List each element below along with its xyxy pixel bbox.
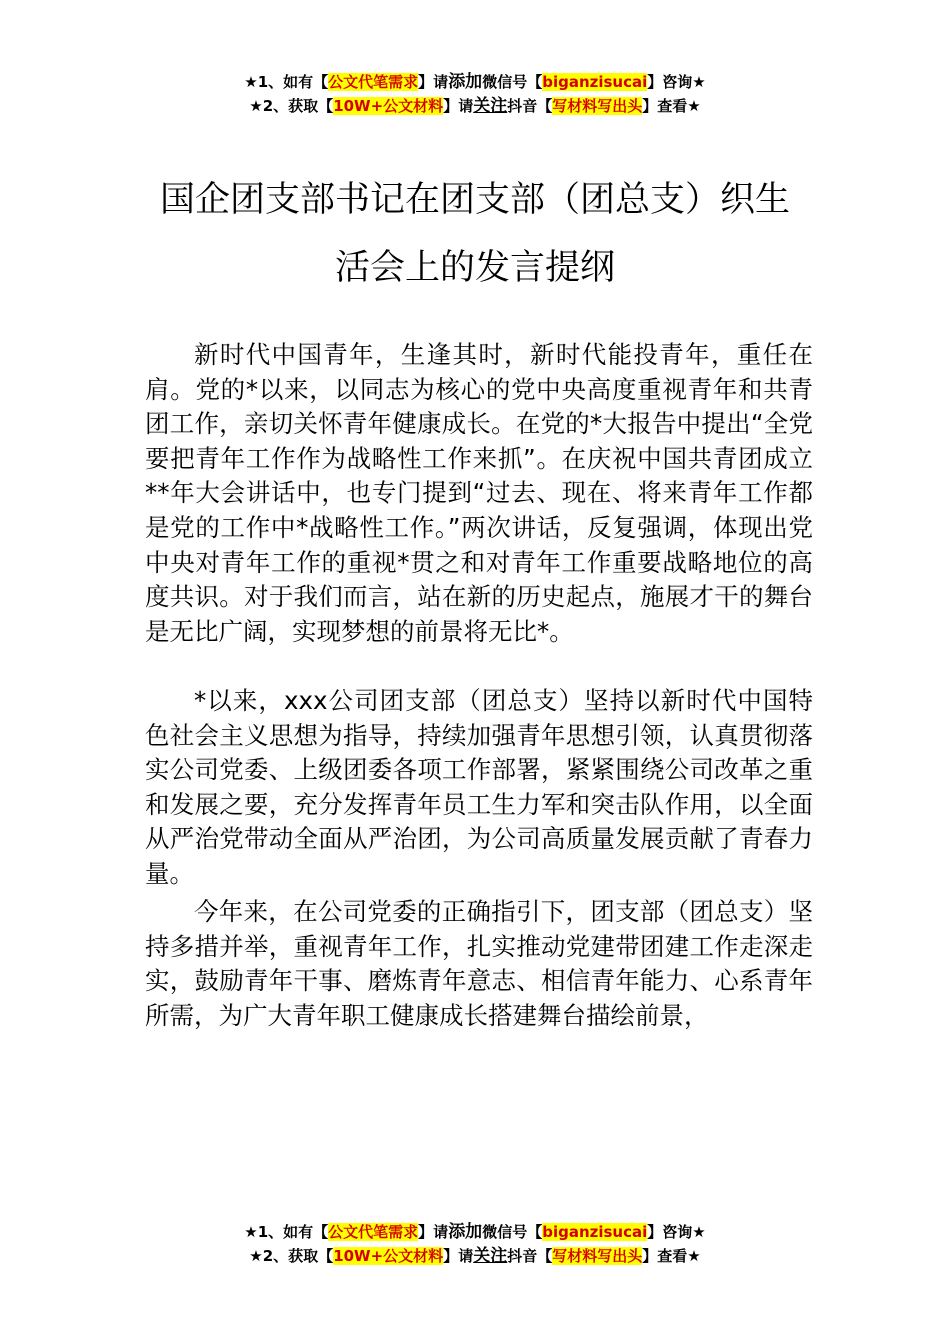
footer-banner: [0, 1220, 950, 1268]
document-title-line-1: 国企团支部书记在团支部（团总支）织生: [159, 180, 790, 220]
banner-text: 抖音【: [507, 97, 553, 115]
banner-text: ★2、获取【: [249, 97, 334, 115]
banner-text: 】咨询★: [647, 1223, 706, 1241]
banner-text: 】查看★: [642, 97, 701, 115]
banner-emphasis: 关注: [473, 96, 508, 116]
banner-highlight-douyin: 写材料写出头: [552, 97, 643, 115]
banner-highlight: 10W+公文材料: [333, 97, 444, 115]
body-paragraph: *以来，xxx公司团支部（团总支）坚持以新时代中国特色社会主义思想为指导，持续加强青年思想引领，认真贯彻落实公司党委、上级团委各项工作部署，紧紧围绕公司改革之重和发展之要，充分发挥青年员工生力军和突击队作用，以全面从严治党带动全面从严治团，为公司高质量发展贡献了青春力量。: [145, 686, 813, 888]
banner-text: 】请: [418, 73, 449, 91]
banner-text: 】查看★: [642, 1247, 701, 1265]
banner-highlight: 公文代笔需求: [328, 1223, 419, 1241]
banner-text: ★1、如有【: [244, 73, 329, 91]
banner-text: 】请: [443, 97, 474, 115]
banner-text: 】咨询★: [647, 73, 706, 91]
banner-highlight: 10W+公文材料: [333, 1247, 444, 1265]
document-title-line-2: 活会上的发言提纲: [334, 248, 615, 288]
banner-text: ★2、获取【: [249, 1247, 334, 1265]
banner-text: 】请: [418, 1223, 449, 1241]
banner-highlight-douyin: 写材料写出头: [552, 1247, 643, 1265]
body-paragraph: 新时代中国青年，生逢其时，新时代能投青年，重任在肩。党的*以来，以同志为核心的党中央高度重视青年和共青团工作，亲切关怀青年健康成长。在党的*大报告中提出“全党要把青年工作作为战略性工作来抓”。在庆祝中国共青团成立**年大会讲话中，也专门提到“过去、现在、将来青年工作都是党的工作中*战略性工作。”两次讲话，反复强调，体现出党中央对青年工作的重视*贯之和对青年工作重要战略地位的高度共识。对于我们而言，站在新的历史起点，施展才干的舞台是无比广阔，实现梦想的前景将无比*。: [145, 340, 813, 646]
banner-emphasis: 添加: [448, 72, 483, 92]
banner-text: 抖音【: [507, 1247, 553, 1265]
banner-line-2: [0, 1244, 950, 1268]
banner-highlight-wechat: biganzisucai: [542, 1223, 648, 1241]
banner-line-1: [0, 1220, 950, 1244]
header-banner: [0, 70, 950, 118]
banner-text: 微信号【: [482, 1223, 543, 1241]
banner-highlight: 公文代笔需求: [328, 73, 419, 91]
banner-text: ★1、如有【: [244, 1223, 329, 1241]
banner-emphasis: 关注: [473, 1246, 508, 1266]
body-paragraph: 今年来，在公司党委的正确指引下，团支部（团总支）坚持多措并举，重视青年工作，扎实推动党建带团建工作走深走实，鼓励青年干事、磨炼青年意志、相信青年能力、心系青年所需，为广大青年职工健康成长搭建舞台描绘前景，: [145, 897, 813, 1030]
banner-text: 微信号【: [482, 73, 543, 91]
banner-highlight-wechat: biganzisucai: [542, 73, 648, 91]
banner-text: 】请: [443, 1247, 474, 1265]
banner-line-2: [0, 94, 950, 118]
banner-emphasis: 添加: [448, 1222, 483, 1242]
banner-line-1: [0, 70, 950, 94]
